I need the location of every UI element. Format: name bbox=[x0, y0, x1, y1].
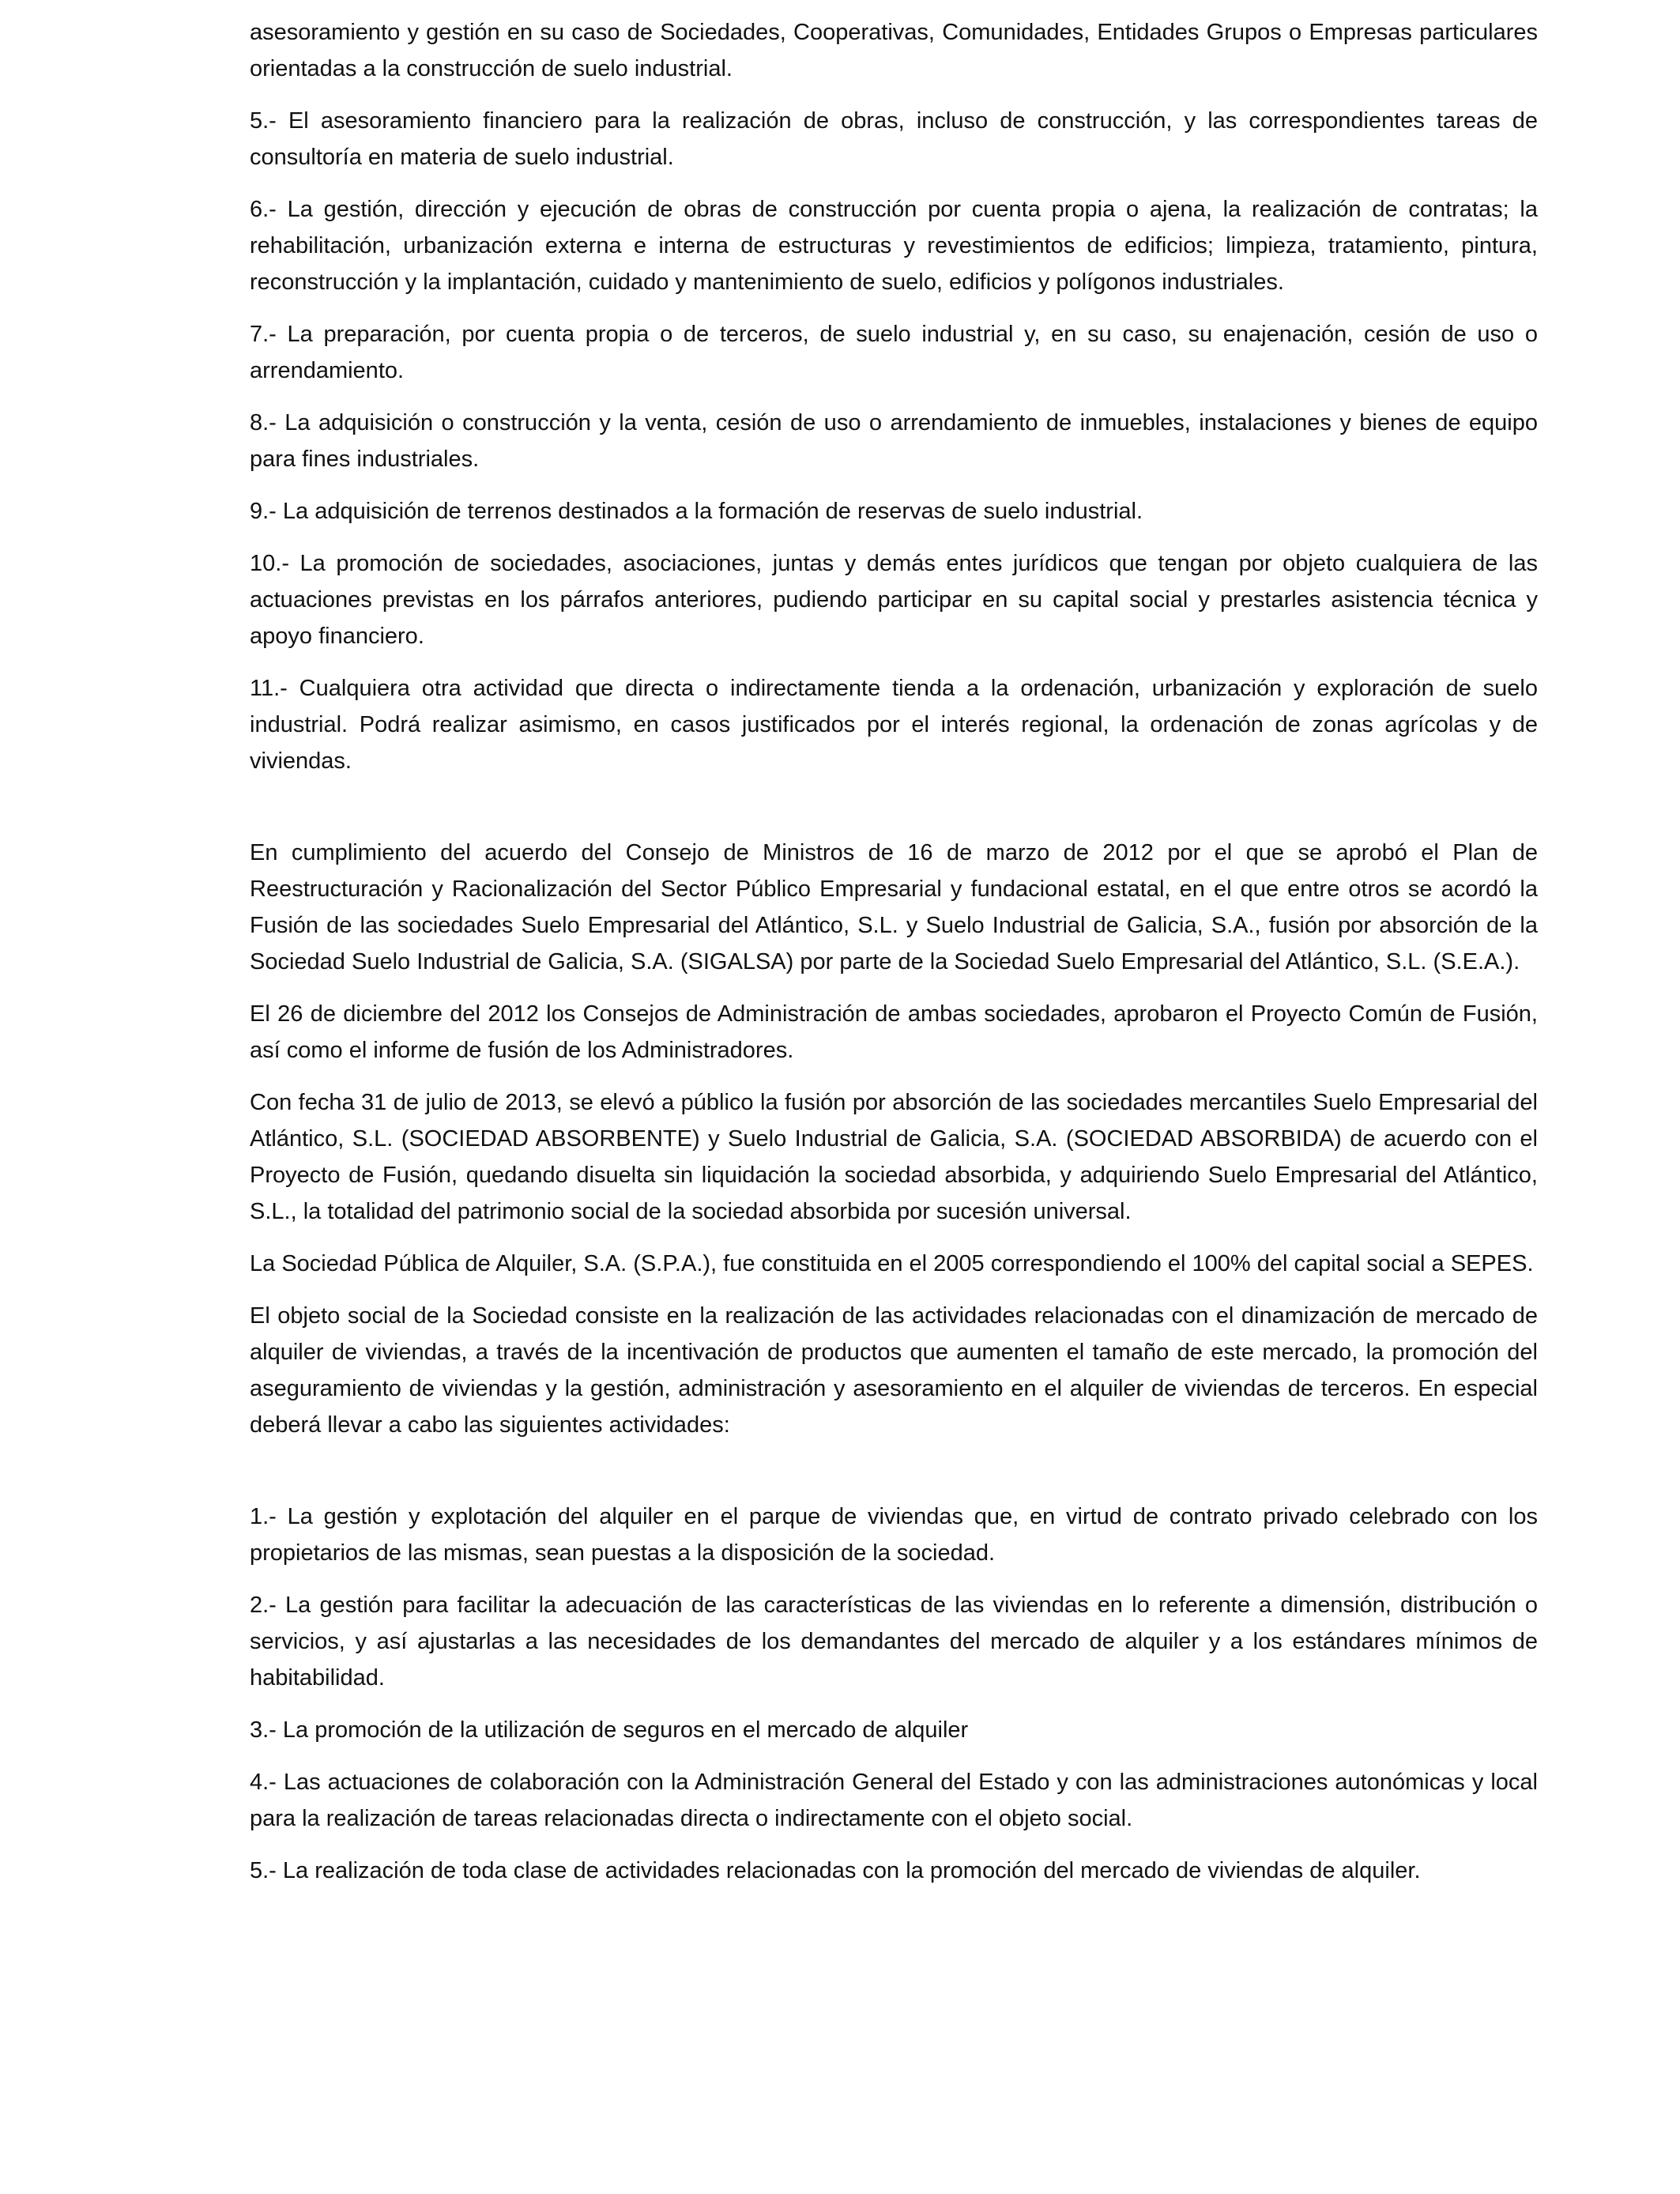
list-item-5: 5.- El asesoramiento financiero para la realización de obras, incluso de construcción, y las correspondientes tareas de consultoría en materia de suelo industrial. bbox=[250, 108, 1538, 170]
spa-list-item-2: 2.- La gestión para facilitar la adecuación de las características de las viviendas en lo referente a dimensión, distribución o servicios, y así ajustarlas a las necesidades de los demandantes del mercado de alquiler y a los estándares mínimos de habitabilidad. bbox=[250, 1593, 1538, 1691]
list-item-10: 10.- La promoción de sociedades, asociaciones, juntas y demás entes jurídicos que tengan por objeto cualquiera de las actuaciones previstas en los párrafos anteriores, pudiendo participar en su capital social y prestarles asistencia técnica y apoyo financiero. bbox=[250, 551, 1538, 649]
paragraph-continuation: asesoramiento y gestión en su caso de Sociedades, Cooperativas, Comunidades, Entidades Grupos o Empresas particulares orientadas a la construcción de suelo industrial. bbox=[250, 20, 1538, 81]
paragraph-spa-constitution: La Sociedad Pública de Alquiler, S.A. (S.P.A.), fue constituida en el 2005 correspondiendo el 100% del capital social a SEPES. bbox=[250, 1251, 1534, 1276]
list-item-8: 8.- La adquisición o construcción y la venta, cesión de uso o arrendamiento de inmuebles, instalaciones y bienes de equipo para fines industriales. bbox=[250, 410, 1538, 472]
document-body bbox=[250, 14, 1538, 1889]
list-item-9: 9.- La adquisición de terrenos destinados a la formación de reservas de suelo industrial. bbox=[250, 499, 1143, 524]
spa-list-item-5: 5.- La realización de toda clase de actividades relacionadas con la promoción del mercado de viviendas de alquiler. bbox=[250, 1858, 1421, 1883]
paragraph-merger-project: El 26 de diciembre del 2012 los Consejos de Administración de ambas sociedades, aprobaron el Proyecto Común de Fusión, así como el informe de fusión de los Administradores. bbox=[250, 1001, 1538, 1063]
spa-list-item-4: 4.- Las actuaciones de colaboración con la Administración General del Estado y con las administraciones autonómicas y local para la realización de tareas relacionadas directa o indirectamente con el objeto social. bbox=[250, 1770, 1538, 1831]
paragraph-merger-deed: Con fecha 31 de julio de 2013, se elevó a público la fusión por absorción de las sociedades mercantiles Suelo Empresarial del Atlántico, S.L. (SOCIEDAD ABSORBENTE) y Suelo Industrial de Galicia, S.A. (SOCIEDAD ABSORBIDA) de acuerdo con el Proyecto de Fusión, quedando disuelta sin liquidación la sociedad absorbida, y adquiriendo Suelo Empresarial del Atlántico, S.L., la totalidad del patrimonio social de la sociedad absorbida por sucesión universal. bbox=[250, 1090, 1538, 1224]
list-item-7: 7.- La preparación, por cuenta propia o de terceros, de suelo industrial y, en su caso, su enajenación, cesión de uso o arrendamiento. bbox=[250, 322, 1538, 383]
paragraph-spa-purpose: El objeto social de la Sociedad consiste en la realización de las actividades relacionadas con el dinamización de mercado de alquiler de viviendas, a través de la incentivación de productos que aumenten el tamaño de este mercado, la promoción del aseguramiento de viviendas y la gestión, administración y asesoramiento en el alquiler de viviendas de terceros. En especial deberá llevar a cabo las siguientes actividades: bbox=[250, 1303, 1538, 1438]
spa-list-item-3: 3.- La promoción de la utilización de seguros en el mercado de alquiler bbox=[250, 1717, 969, 1743]
list-item-11: 11.- Cualquiera otra actividad que directa o indirectamente tienda a la ordenación, urbanización y exploración de suelo industrial. Podrá realizar asimismo, en casos justificados por el interés regional, la ordenación de zonas agrícolas y de viviendas. bbox=[250, 676, 1538, 774]
list-item-6: 6.- La gestión, dirección y ejecución de obras de construcción por cuenta propia o ajena, la realización de contratas; la rehabilitación, urbanización externa e interna de estructuras y revestimientos de edificios; limpieza, tratamiento, pintura, reconstrucción y la implantación, cuidado y mantenimiento de suelo, edificios y polígonos industriales. bbox=[250, 197, 1538, 295]
spa-list-item-1: 1.- La gestión y explotación del alquiler en el parque de viviendas que, en virtud de contrato privado celebrado con los propietarios de las mismas, sean puestas a la disposición de la sociedad. bbox=[250, 1504, 1538, 1566]
paragraph-merger-agreement: En cumplimiento del acuerdo del Consejo de Ministros de 16 de marzo de 2012 por el que se aprobó el Plan de Reestructuración y Racionalización del Sector Público Empresarial y fundacional estatal, en el que entre otros se acordó la Fusión de las sociedades Suelo Empresarial del Atlántico, S.L. y Suelo Industrial de Galicia, S.A., fusión por absorción de la Sociedad Suelo Industrial de Galicia, S.A. (SIGALSA) por parte de la Sociedad Suelo Empresarial del Atlántico, S.L. (S.E.A.). bbox=[250, 840, 1538, 974]
